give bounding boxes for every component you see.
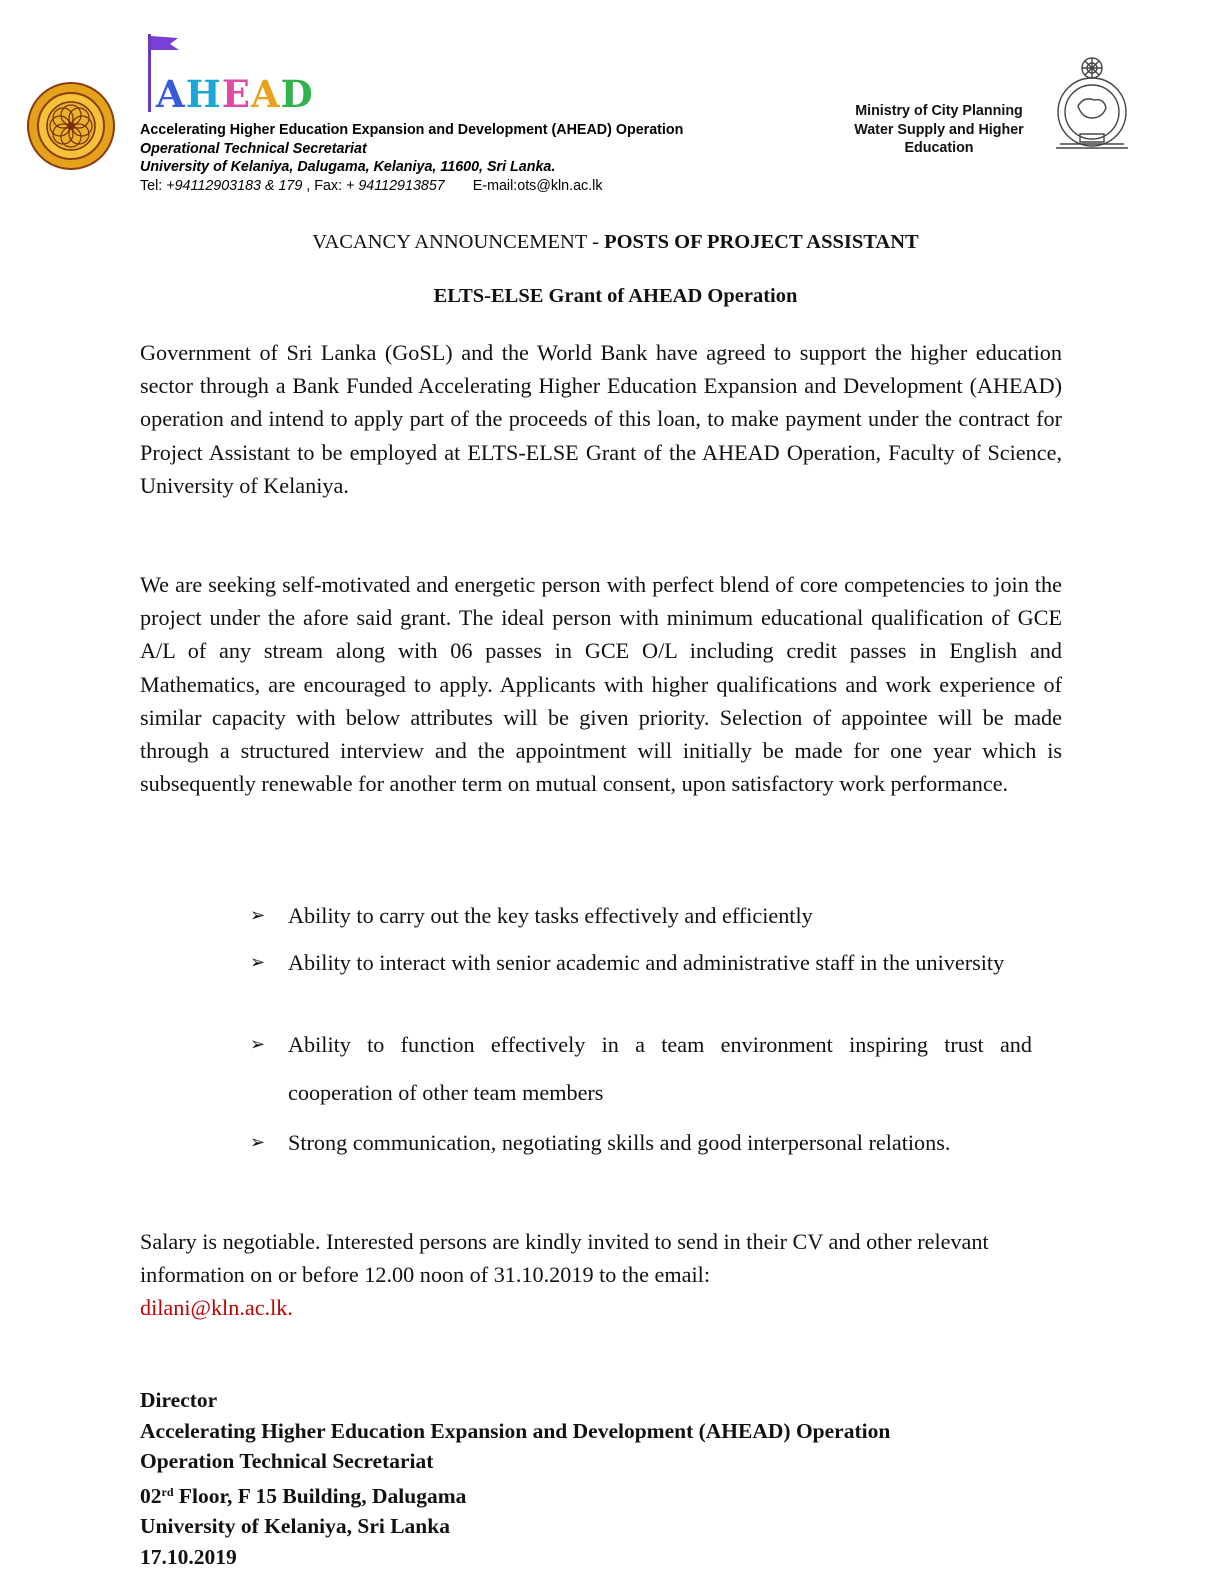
letterhead-contact-line: [140, 177, 683, 196]
signature-line-operation: Accelerating Higher Education Expansion and Development (AHEAD) Operation: [140, 1418, 891, 1443]
bullet-text: Strong communication, negotiating skills and good interpersonal relations.: [288, 1130, 951, 1155]
floor-rest: Floor, F 15 Building, Dalugama: [173, 1483, 467, 1508]
fax-number: + 94112913857: [346, 178, 445, 195]
list-item: [248, 899, 1032, 932]
list-item: [248, 946, 1032, 979]
ministry-line-2: Water Supply and Higher: [854, 121, 1024, 138]
signature-line-university: University of Kelaniya, Sri Lanka: [140, 1514, 450, 1539]
letterhead-line-address: University of Kelaniya, Dalugama, Kelaniya, 11600, Sri Lanka.: [140, 159, 556, 176]
title-part-1: VACANCY ANNOUNCEMENT -: [312, 231, 605, 253]
bullet-text: Ability to interact with senior academic and administrative staff in the university: [288, 950, 1005, 975]
tel-label: Tel:: [140, 178, 167, 195]
ministry-line-3: Education: [904, 140, 974, 157]
signature-date: 17.10.2019: [140, 1544, 237, 1569]
government-crest-logo: [1050, 54, 1134, 154]
signature-block: [140, 1385, 890, 1573]
arrow-bullet-icon: ➢: [250, 1034, 266, 1055]
salary-text: Salary is negotiable. Interested persons are kindly invited to send in their CV and other relevant information on or before 12.00 noon of 31.10.2019 to the email:: [140, 1229, 989, 1288]
floor-suffix: rd: [161, 1484, 174, 1499]
signature-line-secretariat: Operation Technical Secretariat: [140, 1449, 434, 1474]
attribute-list-3: [248, 1028, 1032, 1124]
letterhead-address: [140, 121, 683, 196]
arrow-bullet-icon: ➢: [250, 905, 266, 926]
paragraph-requirements: We are seeking self-motivated and energetic person with perfect blend of core competencies to join the project under the afore said grant. The ideal person with minimum educational qualification of GCE A/L of any stream along with 06 passes in GCE O/L including credit passes in English and Mathematics, are encouraged to apply. Applicants with higher qualifications and work experience of similar capacity with below attributes will be given priority. Selection of appointee will be made through a structured interview and the appointment will initially be made for one year which is subsequently renewable for another term on mutual consent, upon satisfactory work performance.: [140, 572, 1062, 797]
attribute-list-2: [248, 946, 1032, 979]
ministry-name: [836, 102, 1042, 158]
arrow-bullet-icon: ➢: [250, 952, 266, 973]
logo-letter-a2: A: [250, 72, 281, 116]
letterhead-line-secretariat: Operational Technical Secretariat: [140, 140, 367, 157]
arrow-bullet-icon: ➢: [250, 1132, 266, 1153]
attribute-list-1: [248, 899, 1032, 932]
announcement-title: [0, 231, 1231, 254]
list-item: [248, 1021, 1032, 1117]
ministry-line-1: Ministry of City Planning: [855, 103, 1023, 119]
signature-title: Director: [140, 1388, 218, 1412]
attribute-list-4: [248, 1126, 1032, 1174]
letterhead-email: ots@kln.ac.lk: [517, 178, 603, 195]
fax-label: , Fax:: [302, 178, 347, 195]
logo-letter-a: A: [156, 72, 186, 116]
salary-paragraph: [140, 1225, 1040, 1325]
logo-letter-e: E: [221, 72, 251, 116]
email-label: E-mail:: [472, 178, 518, 195]
ahead-logo: [156, 72, 314, 116]
announcement-subtitle: ELTS-ELSE Grant of AHEAD Operation: [433, 285, 798, 307]
logo-letter-d: D: [280, 72, 314, 116]
floor-number: 02: [140, 1483, 162, 1508]
university-seal-logo: [27, 82, 115, 170]
contact-email-link[interactable]: dilani@kln.ac.lk.: [140, 1295, 293, 1321]
paragraph-intro: Government of Sri Lanka (GoSL) and the World Bank have agreed to support the higher education sector through a Bank Funded Accelerating Higher Education Expansion and Development (AHEAD) operation and intend to apply part of the proceeds of this loan, to make payment under the contract for Project Assistant to be employed at ELTS-ELSE Grant of the AHEAD Operation, Faculty of Science, University of Kelaniya.: [140, 340, 1062, 498]
tel-number: +94112903183 & 179: [166, 178, 303, 195]
signature-line-floor: [140, 1477, 890, 1512]
bullet-text: Ability to carry out the key tasks effectively and efficiently: [288, 903, 813, 928]
letterhead-line-operation: Accelerating Higher Education Expansion and Development (AHEAD) Operation: [140, 122, 684, 138]
list-item: [248, 1119, 1032, 1167]
logo-letter-h: H: [185, 72, 222, 116]
bullet-text: Ability to function effectively in a team environment inspiring trust and cooperation of other team members: [288, 1032, 1032, 1105]
title-part-2: POSTS OF PROJECT ASSISTANT: [604, 231, 919, 253]
